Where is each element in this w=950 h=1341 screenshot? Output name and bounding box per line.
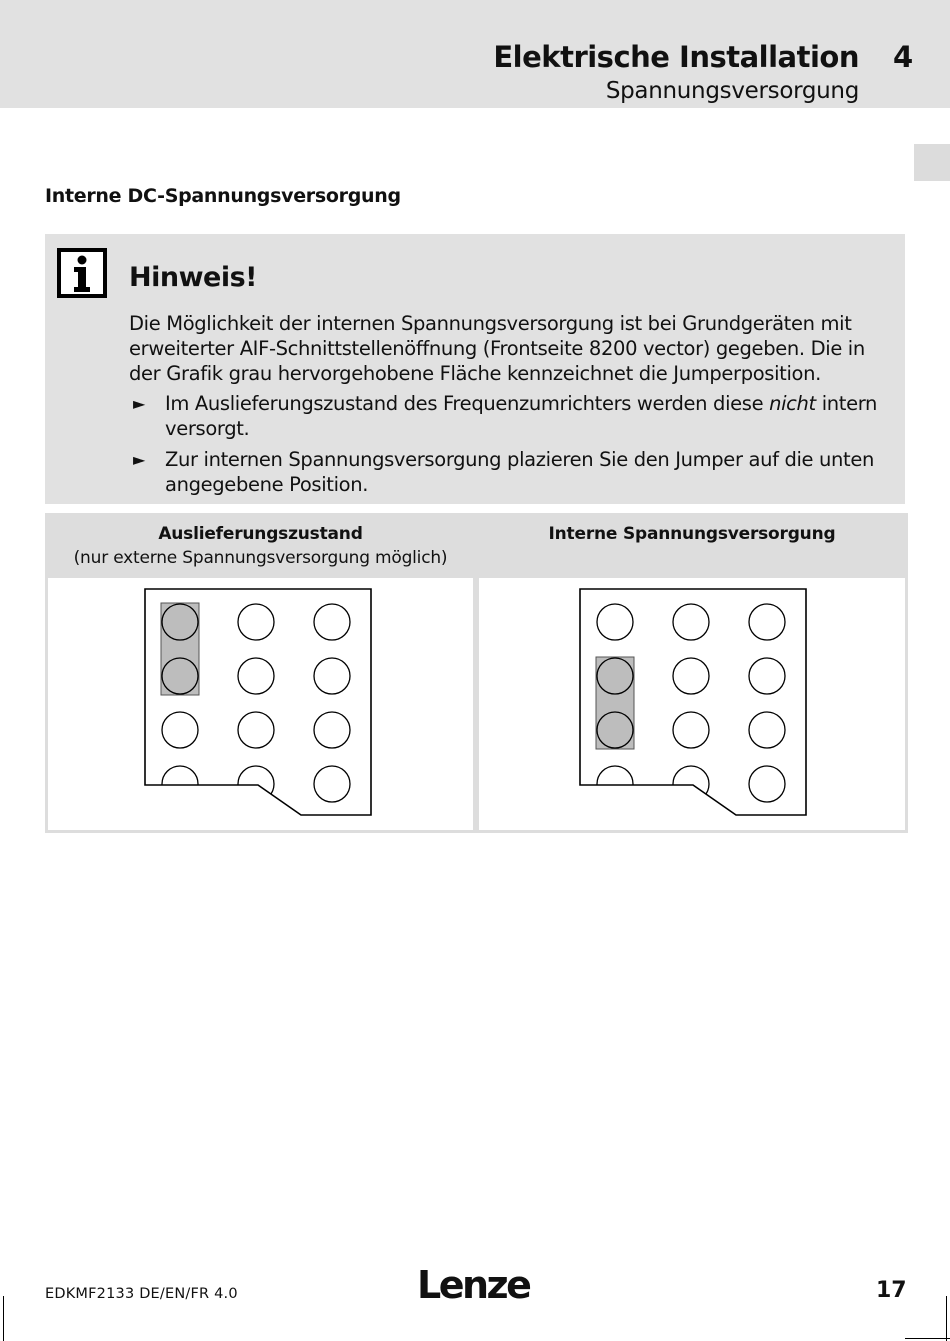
jumper-pin <box>749 712 785 748</box>
bullet-arrow-icon: ► <box>133 394 145 413</box>
note-title: Hinweis! <box>129 262 257 293</box>
jumper-pin <box>597 658 633 694</box>
crop-mark <box>905 1338 950 1339</box>
note-body: Die Möglichkeit der internen Spannungsversorgung ist bei Grundgeräten mit erweiterter AIF-Schnittstellenöffnung (Frontseite 8200 vector) gegeben. Die in der Grafik grau hervorgehobene Fläche kennzeichnet die Jumperposition. <box>129 312 865 385</box>
jumper-pin <box>314 766 350 802</box>
section-title: Spannungsversorgung <box>605 78 859 104</box>
jumper-pin <box>673 712 709 748</box>
chapter-title: Elektrische Installation <box>493 40 859 74</box>
column-title: Interne Spannungsversorgung <box>548 524 836 544</box>
jumper-pin <box>238 712 274 748</box>
jumper-pin <box>673 604 709 640</box>
lenze-logo: Lenze <box>417 1263 530 1307</box>
diagram-cell-left <box>48 578 473 830</box>
subheading: Interne DC-Spannungsversorgung <box>45 185 401 207</box>
emphasis-nicht: nicht <box>769 392 816 415</box>
crop-mark <box>946 1296 947 1341</box>
jumper-pin <box>162 712 198 748</box>
info-icon <box>57 248 107 298</box>
chapter-number: 4 <box>893 40 914 74</box>
figure-table <box>45 513 908 833</box>
jumper-pin <box>314 604 350 640</box>
jumper-pin <box>238 658 274 694</box>
column-header-internal-supply <box>479 513 905 575</box>
bullet-text: Zur internen Spannungsversorgung plazieren Sie den Jumper auf die unten angegebene Position. <box>165 448 874 496</box>
jumper-pin <box>238 766 274 802</box>
crop-mark <box>3 1296 4 1341</box>
jumper-pin <box>162 658 198 694</box>
bullet-arrow-icon: ► <box>133 450 145 469</box>
jumper-pin <box>749 766 785 802</box>
bullet-text: Im Auslieferungszustand des Frequenzumrichters werden diese nicht intern versorgt. <box>165 392 878 440</box>
jumper-pin <box>162 766 198 802</box>
note-box <box>45 234 905 504</box>
jumper-diagram-left <box>48 578 473 830</box>
jumper-pin <box>749 658 785 694</box>
jumper-pin <box>162 604 198 640</box>
jumper-pin <box>238 604 274 640</box>
jumper-pin <box>314 712 350 748</box>
column-header-delivery-state <box>48 513 473 575</box>
jumper-diagram-right <box>479 578 905 830</box>
jumper-pin <box>673 766 709 802</box>
column-title: Auslieferungszustand <box>158 524 363 544</box>
side-tab-marker <box>914 144 950 181</box>
jumper-pin <box>597 712 633 748</box>
page-number: 17 <box>876 1278 907 1303</box>
column-subtitle: (nur externe Spannungsversorgung möglich) <box>73 548 448 568</box>
diagram-cell-right <box>479 578 905 830</box>
jumper-pin <box>749 604 785 640</box>
document-id: EDKMF2133 DE/EN/FR 4.0 <box>45 1286 238 1302</box>
jumper-pin <box>597 766 633 802</box>
jumper-pin <box>597 604 633 640</box>
jumper-pin <box>673 658 709 694</box>
jumper-pin <box>314 658 350 694</box>
